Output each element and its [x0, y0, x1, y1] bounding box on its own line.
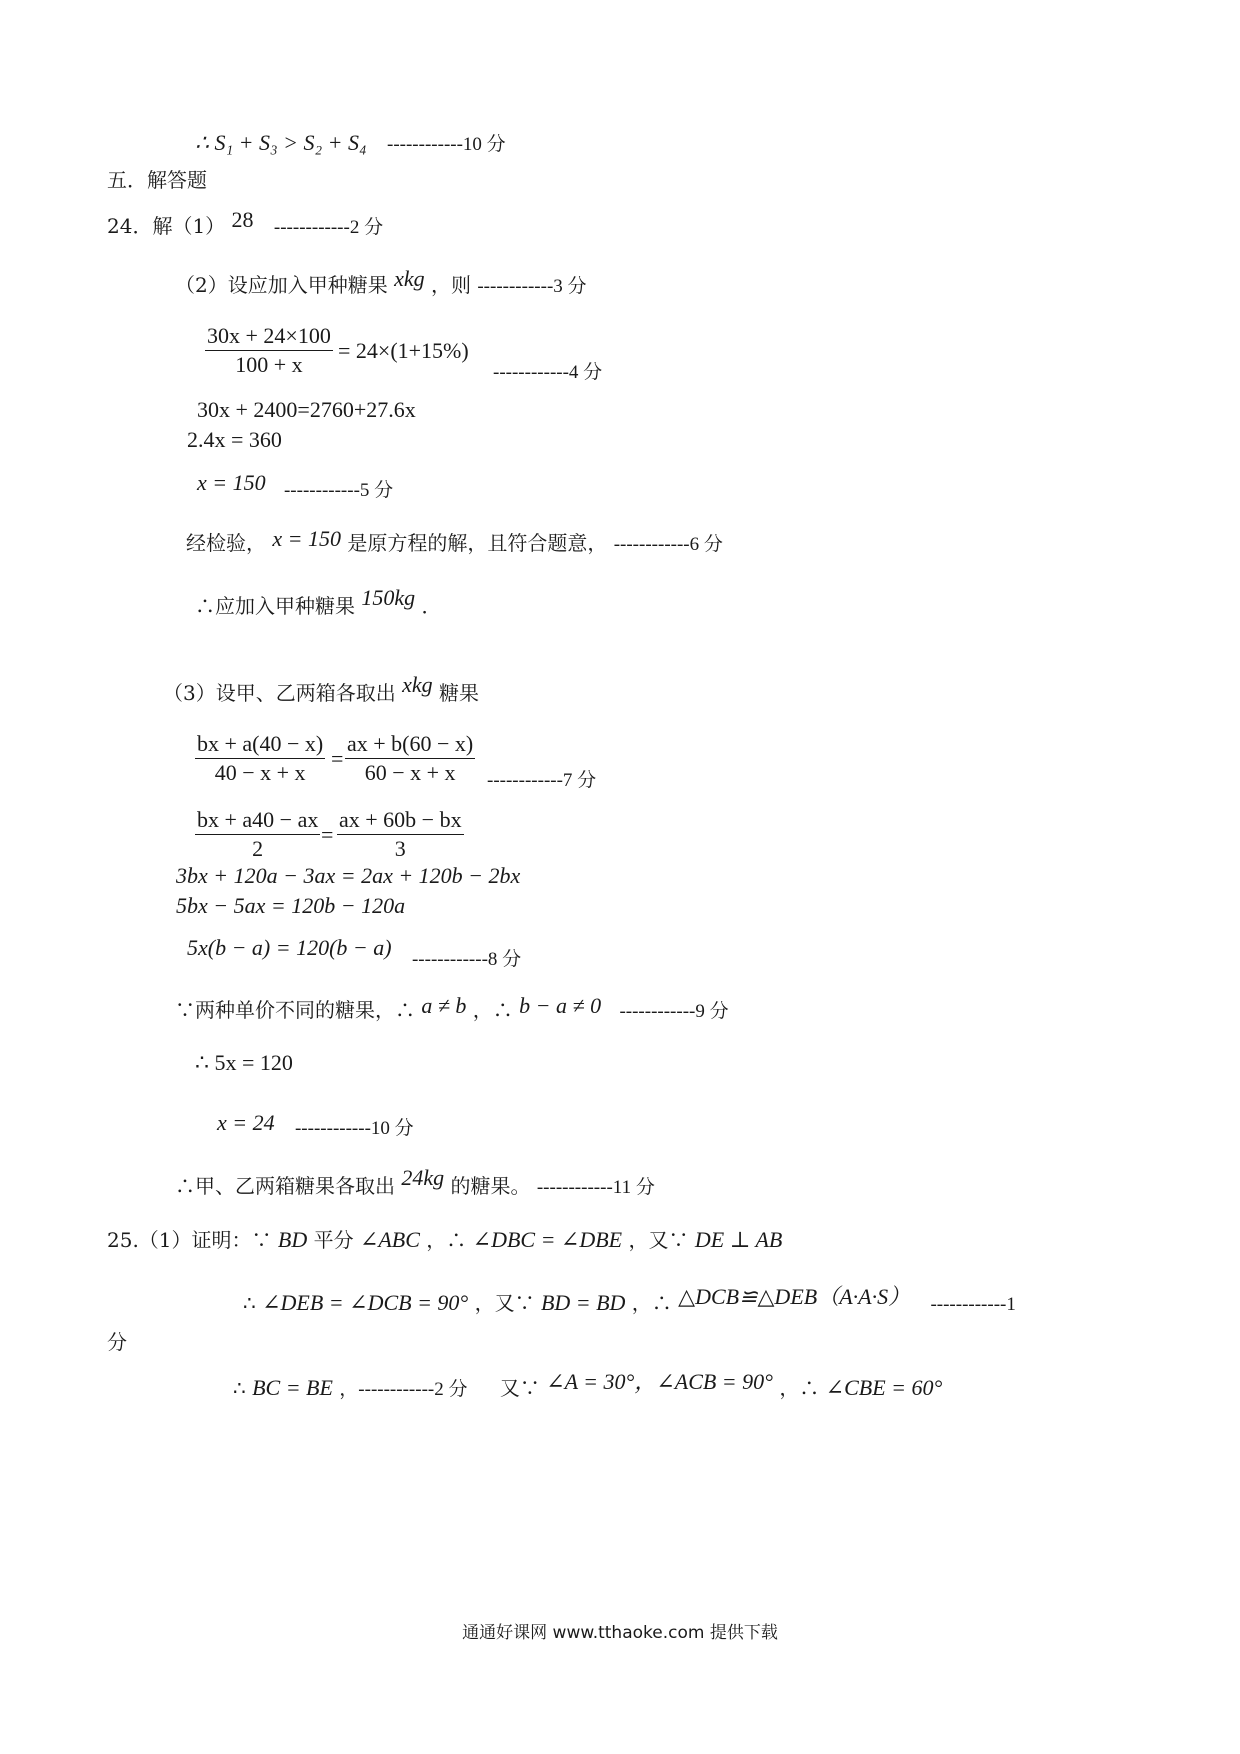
q24-part1	[107, 207, 384, 240]
math-expression: x = 24	[217, 1110, 275, 1135]
numerator: bx + a40 − ax	[195, 806, 320, 835]
math-expression: BC = BE	[252, 1375, 333, 1400]
conclusion-line	[195, 585, 442, 619]
section-heading: 五．解答题	[107, 168, 207, 192]
math-expression: x = 150	[272, 526, 341, 551]
text: ，∴	[426, 1228, 467, 1252]
math-expression: ∠CBE = 60°	[825, 1375, 943, 1400]
fraction-eq5-right	[345, 730, 475, 786]
variable: xkg	[394, 266, 425, 291]
math-expression: △DCB≌△DEB（A·A·S）	[678, 1284, 911, 1309]
score-marker: ------------6 分	[613, 534, 723, 555]
equation-line: 30x + 2400=2760+27.6x	[197, 397, 416, 422]
math-expression: b − a ≠ 0	[519, 993, 602, 1018]
math-expression: 24kg	[401, 1165, 445, 1190]
math-expression: BD = BD	[540, 1290, 626, 1315]
line-s-inequality	[195, 130, 506, 157]
denominator: 100 + x	[235, 351, 303, 377]
text: ∵两种单价不同的糖果，∴	[175, 998, 415, 1022]
denominator: 2	[252, 835, 264, 861]
equation-line: 5bx − 5ax = 120b − 120a	[176, 893, 406, 918]
score-wrap: 分	[107, 1330, 127, 1354]
score-marker: ------------1	[930, 1294, 1016, 1315]
page-footer: 通通好课网 www.tthaoke.com 提供下载	[462, 1623, 778, 1643]
math-expression: 5x(b − a) = 120(b − a)	[187, 935, 392, 960]
math-expression: x = 150	[197, 470, 266, 495]
fraction-eq1	[205, 322, 333, 378]
text: 又∵	[499, 1376, 540, 1400]
q25-line3	[233, 1369, 943, 1402]
score-marker: ------------11 分	[536, 1177, 655, 1198]
equals-sign: =	[331, 746, 344, 771]
variable: xkg	[402, 672, 433, 697]
numerator: ax + b(60 − x)	[345, 730, 475, 759]
math-expression: ∴ S₁ + S₃ > S₂ + S₄	[195, 130, 367, 155]
math-expression: ∠ABC	[359, 1227, 420, 1252]
verification-line	[186, 526, 723, 557]
q25-line2	[243, 1284, 1016, 1317]
statement-tail: ，则	[430, 273, 471, 297]
fraction-eq6-left	[195, 806, 320, 862]
text: 是原方程的解，且符合题意，	[347, 531, 608, 555]
equals-sign: =	[321, 822, 334, 847]
conclusion-line	[175, 1165, 655, 1200]
score-marker: ------------4 分	[493, 362, 603, 383]
math-expression: ∠A = 30°，∠ACB = 90°	[546, 1369, 773, 1394]
score-marker: ------------2 分	[273, 217, 384, 238]
math-expression: DE ⊥ AB	[694, 1227, 783, 1252]
math-expression: 150kg	[361, 585, 416, 610]
denominator: 60 − x + x	[364, 759, 456, 785]
score-marker: ------------10 分	[294, 1118, 414, 1139]
math-expression: a ≠ b	[421, 993, 467, 1018]
text: 平分	[313, 1228, 354, 1252]
score-marker: ，------------2 分	[339, 1379, 468, 1400]
text: 经检验，	[186, 531, 266, 555]
score-marker: ------------10 分	[387, 134, 506, 155]
equation-with-score	[217, 1110, 414, 1137]
equation-line: ∴ 5x = 120	[195, 1050, 293, 1075]
text: ，∴	[631, 1291, 672, 1315]
fraction-eq6-right	[337, 806, 464, 862]
text: ，∴	[779, 1376, 820, 1400]
statement-text: （2）设应加入甲种糖果	[175, 273, 388, 297]
math-expression: BD	[277, 1227, 308, 1252]
text: 的糖果。	[450, 1174, 531, 1198]
denominator: 40 − x + x	[214, 759, 306, 785]
text: ，又∵	[628, 1228, 689, 1252]
answer-value: 28	[231, 207, 254, 232]
eq1-rhs: = 24×(1+15%)	[338, 338, 469, 363]
because-line	[175, 993, 729, 1024]
text: ，又∵	[474, 1291, 535, 1315]
equation-with-score	[197, 470, 394, 501]
text: ∴甲、乙两箱糖果各取出	[175, 1174, 395, 1198]
math-expression: ∠DBC = ∠DBE	[472, 1227, 623, 1252]
score-marker: ------------5 分	[283, 480, 394, 501]
text: ∴	[243, 1291, 256, 1315]
math-expression: ∠DEB = ∠DCB = 90°	[262, 1290, 469, 1315]
text: ∴	[233, 1376, 246, 1400]
equation-line: 2.4x = 360	[187, 427, 282, 452]
statement-text: （3）设甲、乙两箱各取出	[163, 681, 396, 705]
fraction-eq5-left	[195, 730, 325, 786]
equation-with-score	[187, 935, 522, 970]
numerator: ax + 60b − bx	[337, 806, 464, 835]
text: ．	[421, 594, 442, 618]
text: ，∴	[472, 998, 513, 1022]
numerator: bx + a(40 − x)	[195, 730, 325, 759]
q25-line1	[107, 1227, 782, 1253]
score-marker: ------------7 分	[487, 770, 597, 791]
question-label: 24．解（1）	[107, 214, 226, 238]
question-label: 25.（1）证明：∵	[107, 1228, 272, 1252]
denominator: 3	[394, 835, 406, 861]
score-marker: ------------3 分	[477, 276, 587, 297]
text: ∴应加入甲种糖果	[195, 594, 355, 618]
score-marker: ------------8 分	[411, 949, 522, 970]
statement-tail: 糖果	[438, 681, 479, 705]
q24-part3	[163, 672, 479, 706]
score-marker: ------------9 分	[619, 1001, 729, 1022]
equation-line: 3bx + 120a − 3ax = 2ax + 120b − 2bx	[176, 863, 521, 888]
numerator: 30x + 24×100	[205, 322, 333, 351]
q24-part2	[175, 266, 587, 299]
